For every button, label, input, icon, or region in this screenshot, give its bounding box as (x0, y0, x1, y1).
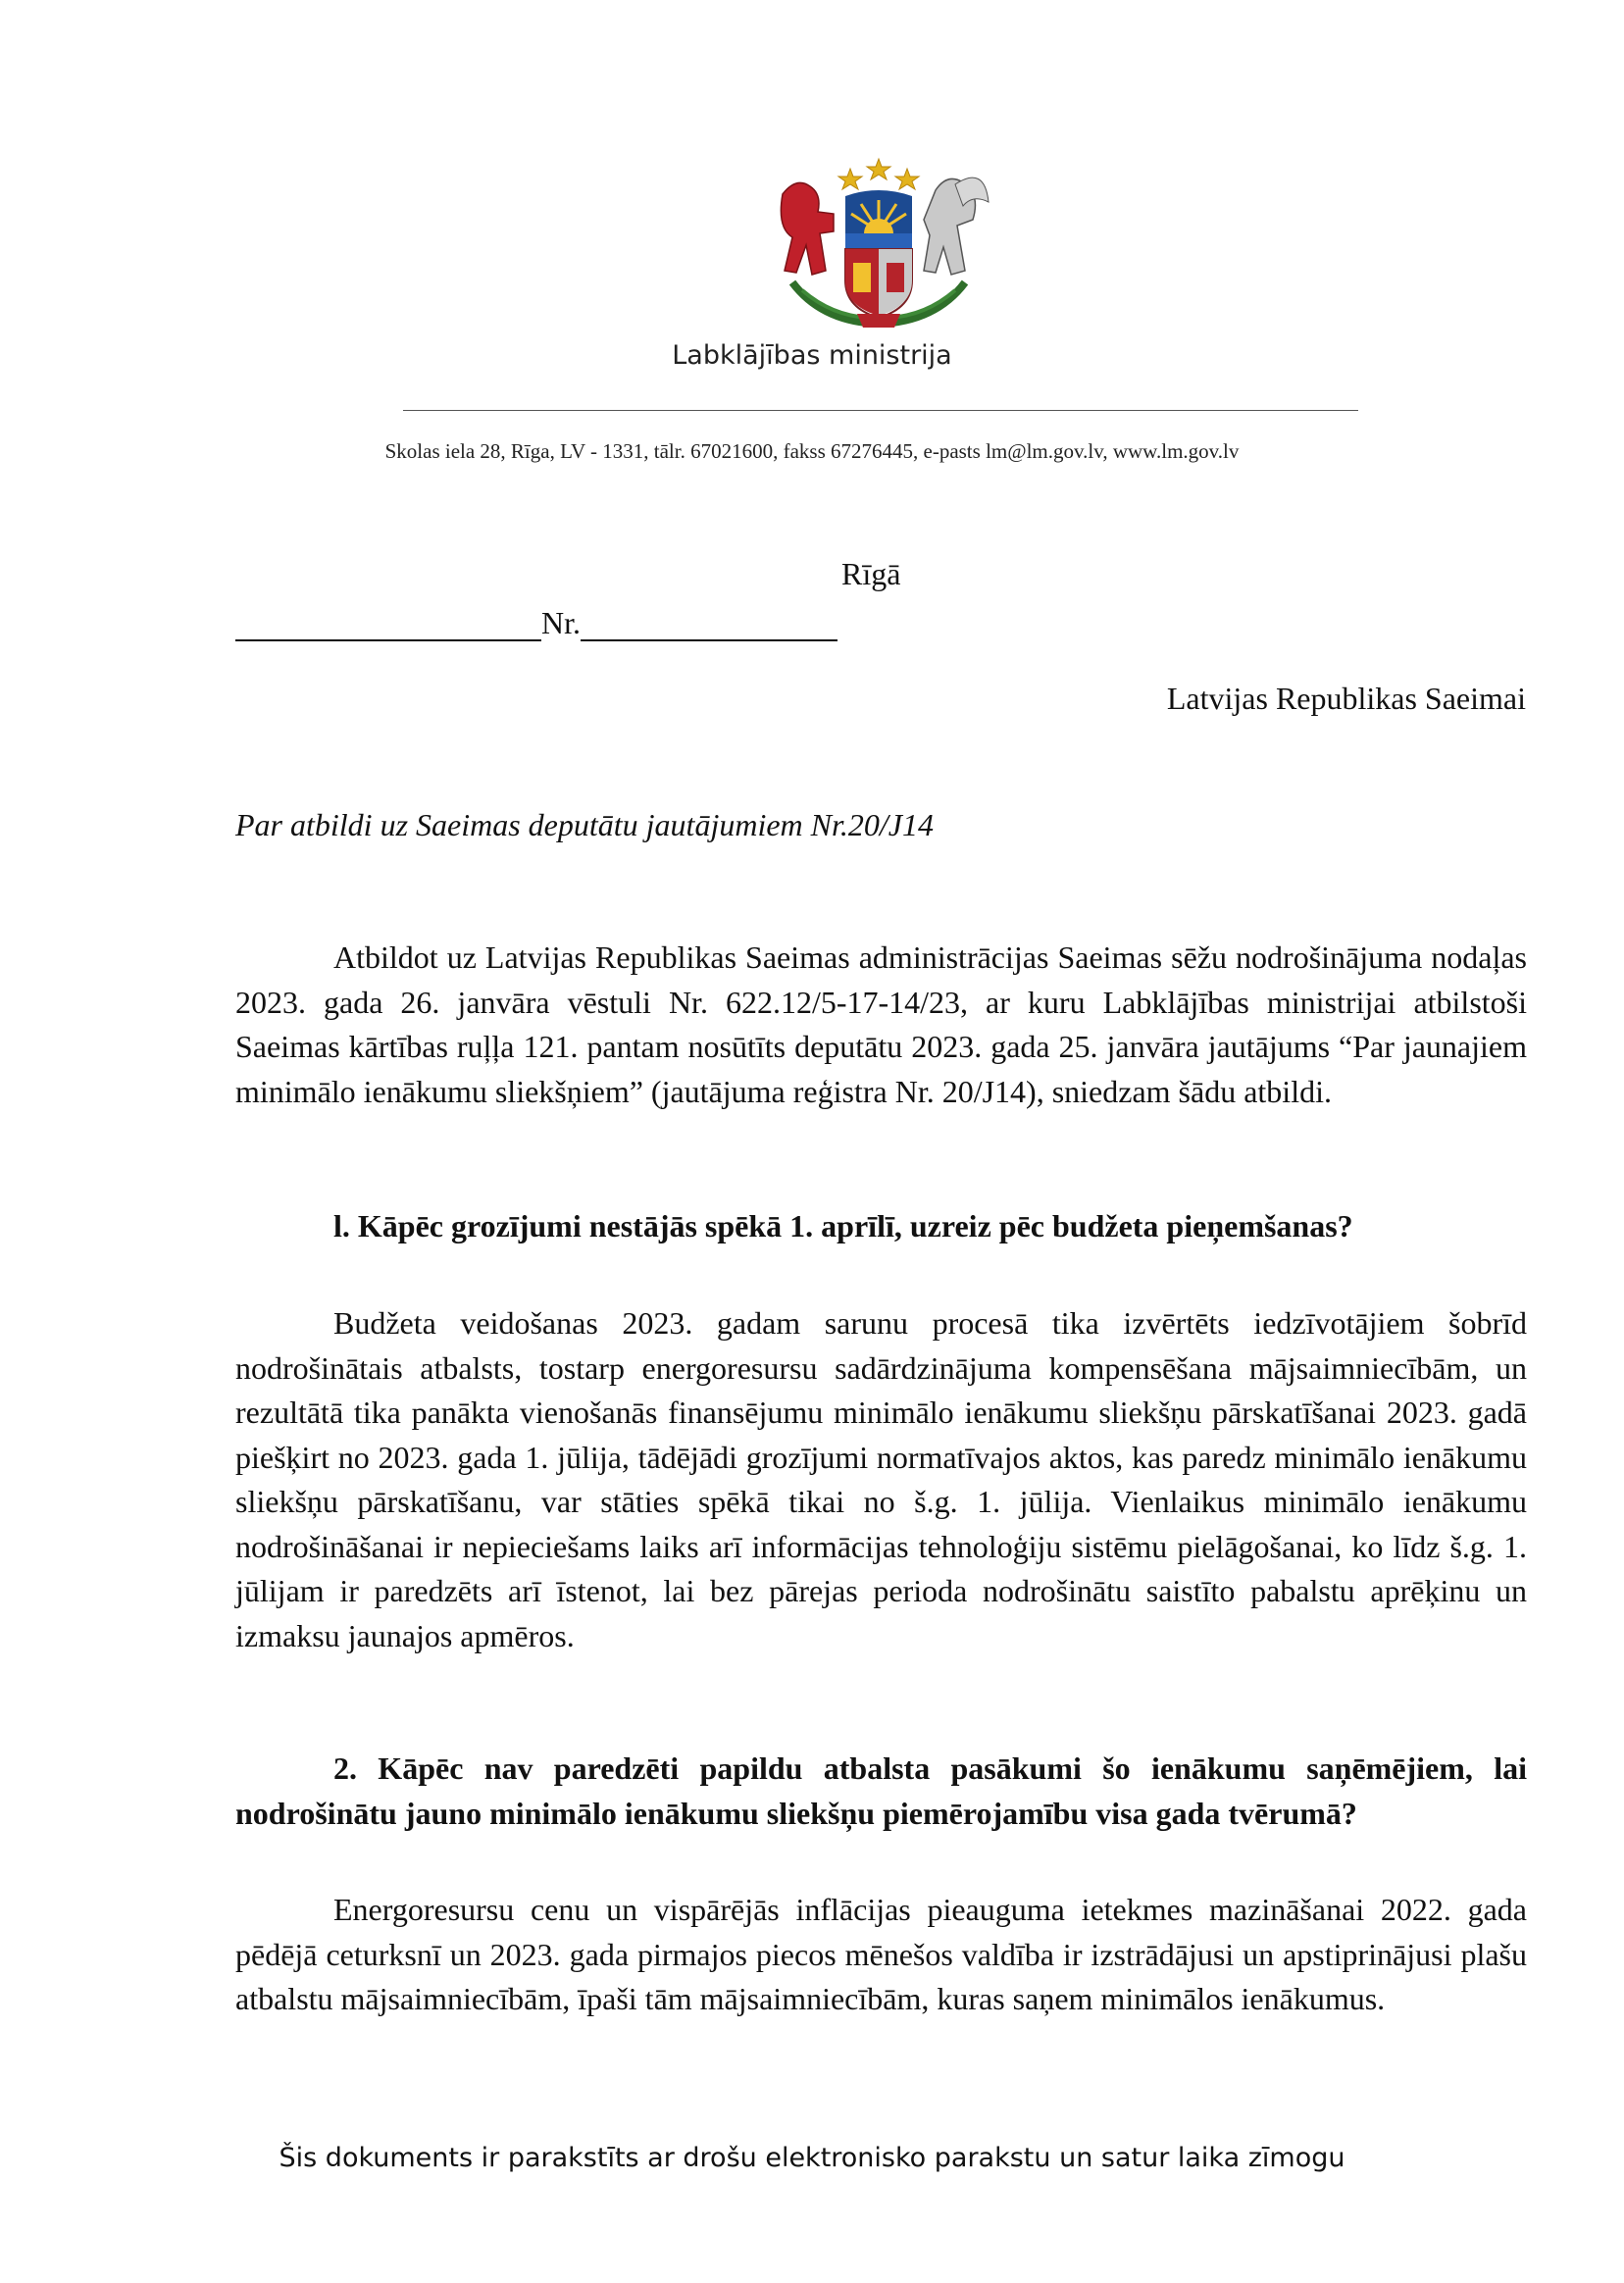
ministry-address: Skolas iela 28, Rīga, LV - 1331, tālr. 67021600, fakss 67276445, e-pasts lm@lm.gov.lv, www.lm.gov.lv (384, 439, 1240, 463)
date-blank (235, 600, 541, 641)
question-2: 2. Kāpēc nav paredzēti papildu atbalsta pasākumi šo ienākumu saņēmējiem, lai nodrošinātu jauno minimālo ienākumu sliekšņu piemērojamību visa gada tvērumā? (235, 1750, 1527, 1831)
ministry-name: Labklājības ministrija (672, 340, 952, 371)
letter-place: Rīgā (841, 556, 901, 591)
number-label: Nr. (541, 605, 581, 640)
answer-1: Budžeta veidošanas 2023. gadam sarunu procesā tika izvērtēts iedzīvotājiem šobrīd nodrošinātais atbalsts, tostarp energoresursu sadārdzinājuma kompensēšana mājsaimniecībām, un rezultātā tika panākta vienošanās finansējumu minimālo ienākumu sliekšņu pārskatīšanai 2023. gadā piešķirt no 2023. gada 1. jūlija, tādējādi grozījumi normatīvajos aktos, kas paredz minimālo ienākumu sliekšņu pārskatīšanu, var stāties spēkā tikai no š.g. 1. jūlija. Vienlaikus minimālo ienākumu nodrošināšanai ir nepieciešams laiks arī informācijas tehnoloģiju sistēmu pielāgošanai, ko līdz š.g. 1. jūlijam ir paredzēts arī īstenot, lai bez pārejas perioda nodrošinātu saistīto pabalstu aprēķinu un izmaksu jaunajos apmēros. (235, 1305, 1527, 1653)
letter-subject: Par atbildi uz Saeimas deputātu jautājumiem Nr.20/J14 (235, 807, 934, 842)
number-blank (581, 600, 837, 641)
registration-line (235, 596, 837, 641)
latvian-coat-of-arms-icon (763, 155, 994, 331)
answer-2: Energoresursu cenu un vispārējās inflācijas pieauguma ietekmes mazināšanai 2022. gada pēdējā ceturksnī un 2023. gada pirmajos piecos mēnešos valdība ir izstrādājusi un apstiprinājusi plašu atbalstu mājsaimniecībām, īpaši tām mājsaimniecībām, kuras saņem minimālos ienākumus. (235, 1892, 1527, 2016)
question-1: l. Kāpēc grozījumi nestājās spēkā 1. aprīlī, uzreiz pēc budžeta pieņemšanas? (333, 1208, 1353, 1243)
header-divider (403, 410, 1358, 411)
intro-paragraph: Atbildot uz Latvijas Republikas Saeimas administrācijas Saeimas sēžu nodrošinājuma nodaļas 2023. gada 26. janvāra vēstuli Nr. 622.12/5-17-14/23, ar kuru Labklājības ministrijai atbilstoši Saeimas kārtības ruļļa 121. pantam nosūtīts deputātu 2023. gada 25. janvāra jautājums “Par jaunajiem minimālo ienākumu sliekšņiem” (jautājuma reģistra Nr. 20/J14), sniedzam šādu atbildi. (235, 939, 1527, 1109)
signature-note: Šis dokuments ir parakstīts ar drošu elektronisko parakstu un satur laika zīmogu (279, 2143, 1345, 2173)
letter-recipient: Latvijas Republikas Saeimai (1166, 681, 1526, 716)
